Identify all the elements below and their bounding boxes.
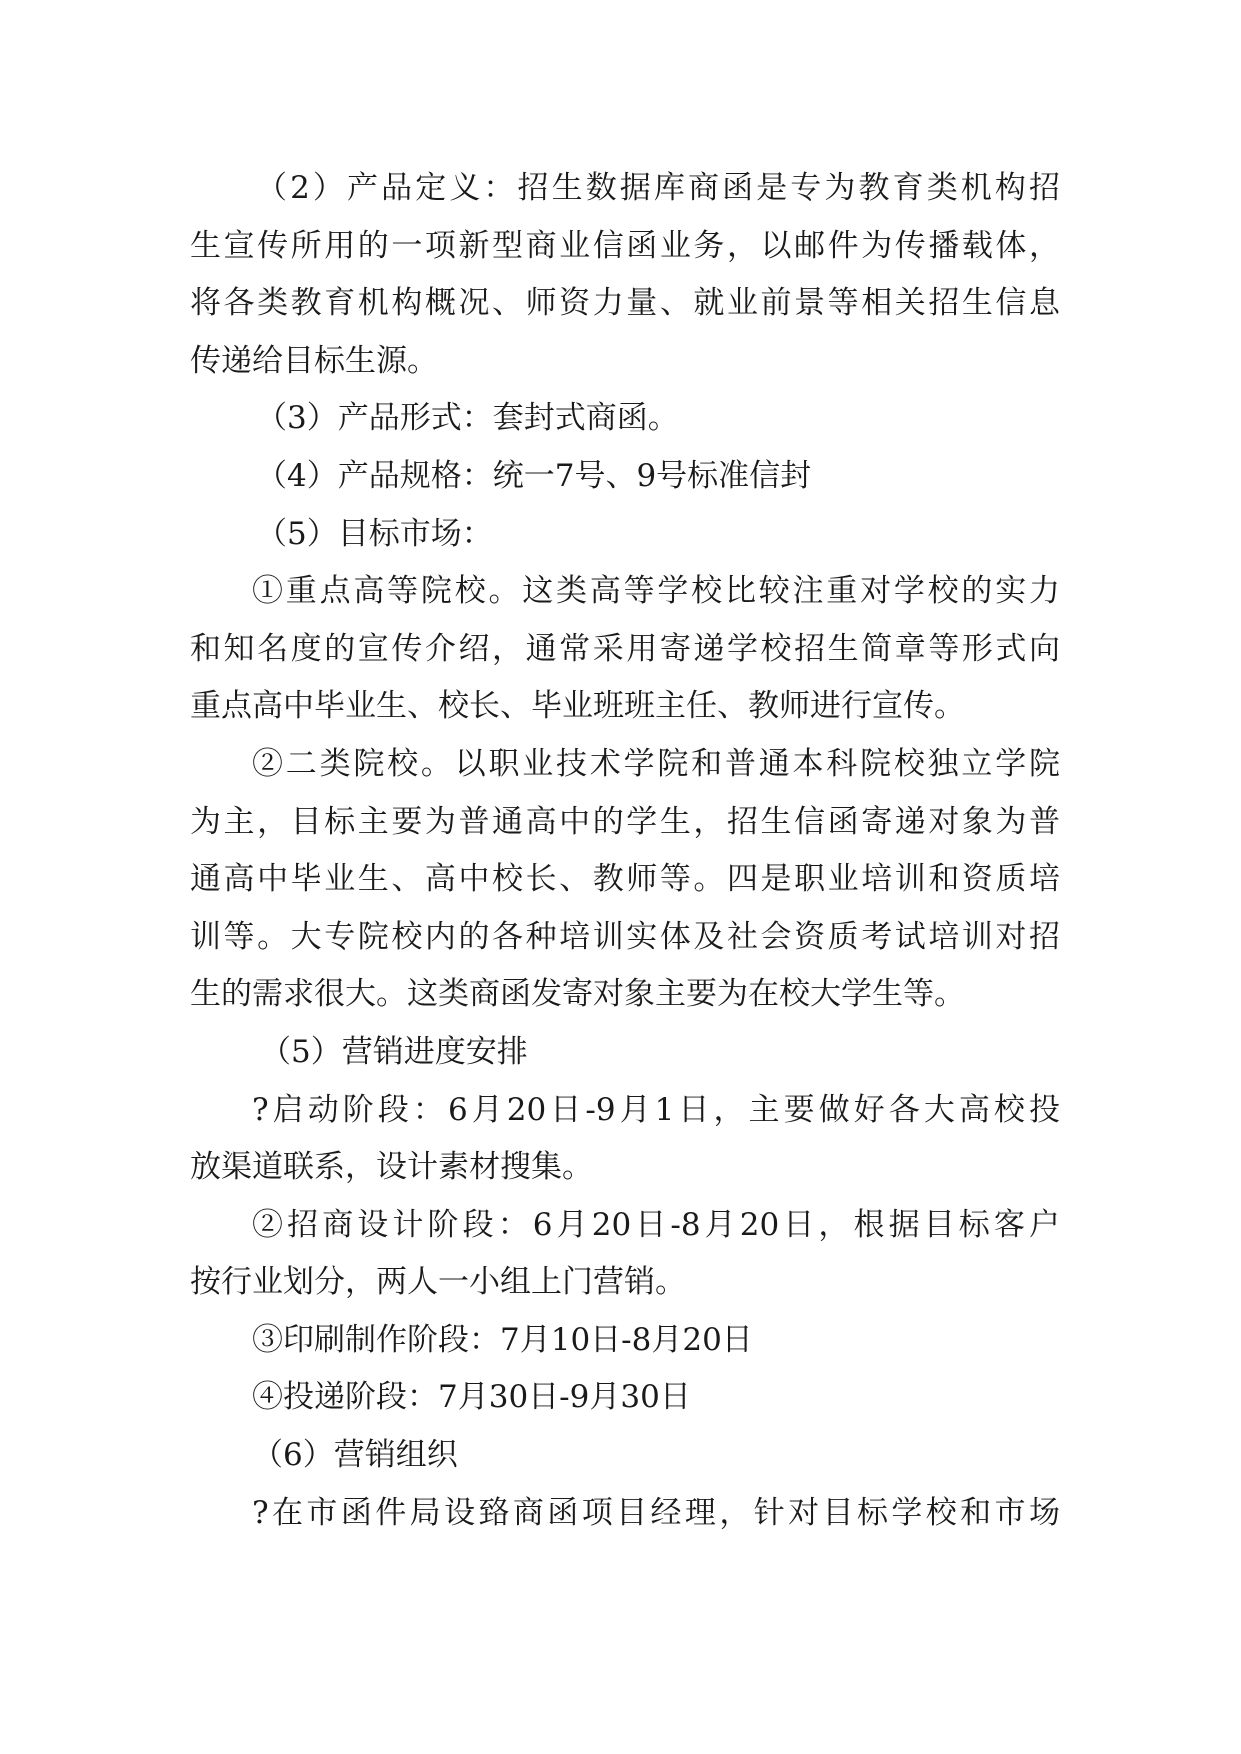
paragraph-line: ②招商设计阶段：6月20日-8月20日，根据目标客户	[252, 1206, 1060, 1243]
paragraph-line: （2）产品定义：招生数据库商函是专为教育类机构招	[256, 170, 1060, 206]
paragraph-line: 传递给目标生源。	[190, 342, 438, 379]
paragraph-line: 将各类教育机构概况、师资力量、就业前景等相关招生信息	[190, 285, 1060, 322]
paragraph-line: 生宣传所用的一项新型商业信函业务，以邮件为传播载体，	[190, 227, 1060, 264]
paragraph-line: 为主，目标主要为普通高中的学生，招生信函寄递对象为普	[190, 803, 1060, 840]
section-heading: （5）营销进度安排	[260, 1033, 528, 1070]
paragraph-line: 放渠道联系，设计素材搜集。	[190, 1149, 593, 1186]
paragraph-line: （3）产品形式：套封式商函。	[256, 400, 679, 437]
paragraph-line: 通高中毕业生、高中校长、教师等。四是职业培训和资质培	[190, 861, 1060, 898]
paragraph-line: 重点高中毕业生、校长、毕业班班主任、教师进行宣传。	[190, 688, 965, 725]
paragraph-line: （4）产品规格：统一7号、9号标准信封	[256, 457, 812, 494]
paragraph-line: ②二类院校。以职业技术学院和普通本科院校独立学院	[252, 745, 1060, 782]
section-heading: （6）营销组织	[252, 1437, 458, 1474]
paragraph-line: （5）目标市场：	[256, 515, 493, 552]
paragraph-line: ?启动阶段：6月20日-9月1日，主要做好各大高校投	[252, 1091, 1060, 1128]
paragraph-line: 生的需求很大。这类商函发寄对象主要为在校大学生等。	[190, 976, 965, 1013]
paragraph-line: 和知名度的宣传介绍，通常采用寄递学校招生简章等形式向	[190, 630, 1060, 667]
paragraph-line: 训等。大专院校内的各种培训实体及社会资质考试培训对招	[190, 918, 1060, 955]
paragraph-line: 按行业划分，两人一小组上门营销。	[190, 1264, 686, 1301]
document-body	[190, 160, 1060, 1542]
paragraph-line: ④投递阶段：7月30日-9月30日	[252, 1379, 691, 1416]
paragraph-line: ③印刷制作阶段：7月10日-8月20日	[252, 1321, 753, 1358]
paragraph-line: ?在市函件局设臵商函项目经理，针对目标学校和市场	[252, 1494, 1060, 1531]
paragraph-line: ①重点高等院校。这类高等学校比较注重对学校的实力	[252, 573, 1060, 610]
